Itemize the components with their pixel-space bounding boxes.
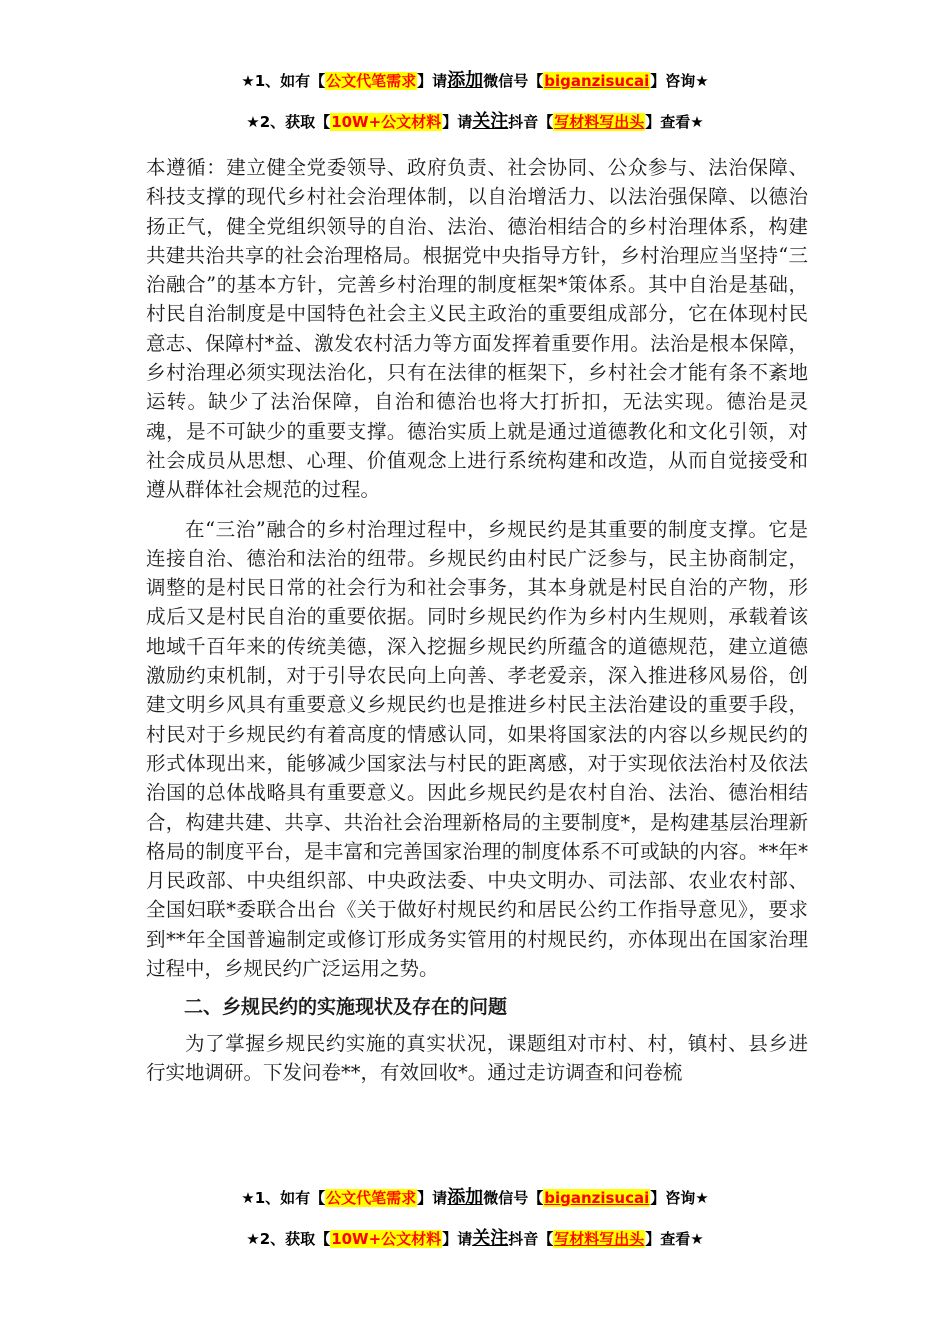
banner-text: 】请 [417,72,448,90]
promo-banner-line-1 [0,70,950,92]
highlight-wechat-id: biganzisucai [544,72,650,90]
banner-text: 微信号【 [483,72,544,90]
star-icon: ★ [246,1230,260,1248]
document-body [146,153,808,1097]
banner-text: 】查看 [645,1230,691,1248]
paragraph-1: 本遵循：建立健全党委领导、政府负责、社会协同、公众参与、法治保障、科技支撑的现代乡村社会治理体制，以自治增活力、以法治强保障、以德治扬正气，健全党组织领导的自治、法治、德治相结合的乡村治理体系，构建共建共治共享的社会治理格局。根据党中央指导方针，乡村治理应当坚持“三治融合”的基本方针，完善乡村治理的制度框架*策体系。其中自治是基础，村民自治制度是中国特色社会主义民主政治的重要组成部分，它在体现村民意志、保障村*益、激发农村活力等方面发挥着重要作用。法治是根本保障，乡村治理必须实现法治化，只有在法律的框架下，乡村社会才能有条不紊地运转。缺少了法治保障，自治和德治也将大打折扣，无法实现。德治是灵魂，是不可缺少的重要支撑。德治实质上就是通过道德教化和文化引领，对社会成员从思想、心理、价值观念上进行系统构建和改造，从而自觉接受和遵从群体社会规范的过程。 [146,156,808,502]
star-icon: ★ [246,113,260,131]
star-icon: ★ [690,113,704,131]
banner-text: 】查看 [645,113,691,131]
highlight-douyin-id: 写材料写出头 [554,1230,645,1248]
banner-text: 】咨询 [650,1189,696,1207]
star-icon: ★ [241,1189,255,1207]
promo-banner-line-2 [0,111,950,133]
banner-text: 微信号【 [483,1189,544,1207]
promo-banner-bottom-line-1 [0,1187,950,1209]
highlight-service: 公文代笔需求 [326,1189,417,1207]
paragraph-3: 为了掌握乡规民约实施的真实状况，课题组对市村、村，镇村、县乡进行实地调研。下发问卷**，有效回收*。通过走访调查和问卷梳 [146,1031,808,1084]
banner-text: 】请 [442,1230,473,1248]
emphasis-text: 关注 [472,1228,509,1249]
banner-text: 】请 [417,1189,448,1207]
star-icon: ★ [241,72,255,90]
banner-text: 1、如有【 [254,1189,326,1207]
paragraph-2: 在“三治”融合的乡村治理过程中，乡规民约是其重要的制度支撑。它是连接自治、德治和法治的纽带。乡规民约由村民广泛参与，民主协商制定，调整的是村民日常的社会行为和社会事务，其本身就是村民自治的产物，形成后又是村民自治的重要依据。同时乡规民约作为乡村内生规则，承载着该地域千百年来的传统美德，深入挖掘乡规民约所蕴含的道德规范，建立道德激励约束机制，对于引导农民向上向善、孝老爱亲，深入推进移风易俗，创建文明乡风具有重要意义乡规民约也是推进乡村民主法治建设的重要手段，村民对于乡规民约有着高度的情感认同，如果将国家法的内容以乡规民约的形式体现出来，能够减少国家法与村民的距离感，对于实现依法治村及依法治国的总体战略具有重要意义。因此乡规民约是农村自治、法治、德治相结合，构建共建、共享、共治社会治理新格局的主要制度*，是构建基层治理新格局的制度平台，是丰富和完善国家治理的制度体系不可或缺的内容。**年*月民政部、中央组织部、中央政法委、中央文明办、司法部、农业农村部、全国妇联*委联合出台《关于做好村规民约和居民公约工作指导意见》，要求到**年全国普遍制定或修订形成务实管用的村规民约，亦体现出在国家治理过程中，乡规民约广泛运用之势。 [146,517,808,981]
star-icon: ★ [695,72,709,90]
banner-text: 】请 [442,113,473,131]
highlight-materials: 10W+公文材料 [331,1230,442,1248]
section-heading: 二、乡规民约的实施现状及存在的问题 [184,996,508,1019]
banner-text: 抖音【 [508,1230,554,1248]
emphasis-text: 关注 [472,111,509,132]
highlight-douyin-id: 写材料写出头 [554,113,645,131]
banner-text: 1、如有【 [254,72,326,90]
star-icon: ★ [695,1189,709,1207]
star-icon: ★ [690,1230,704,1248]
banner-text: 2、获取【 [259,113,331,131]
promo-banner-bottom-line-2 [0,1228,950,1250]
banner-text: 】咨询 [650,72,696,90]
highlight-wechat-id: biganzisucai [544,1189,650,1207]
banner-text: 2、获取【 [259,1230,331,1248]
emphasis-text: 添加 [447,70,484,91]
emphasis-text: 添加 [447,1187,484,1208]
banner-text: 抖音【 [508,113,554,131]
highlight-materials: 10W+公文材料 [331,113,442,131]
highlight-service: 公文代笔需求 [326,72,417,90]
